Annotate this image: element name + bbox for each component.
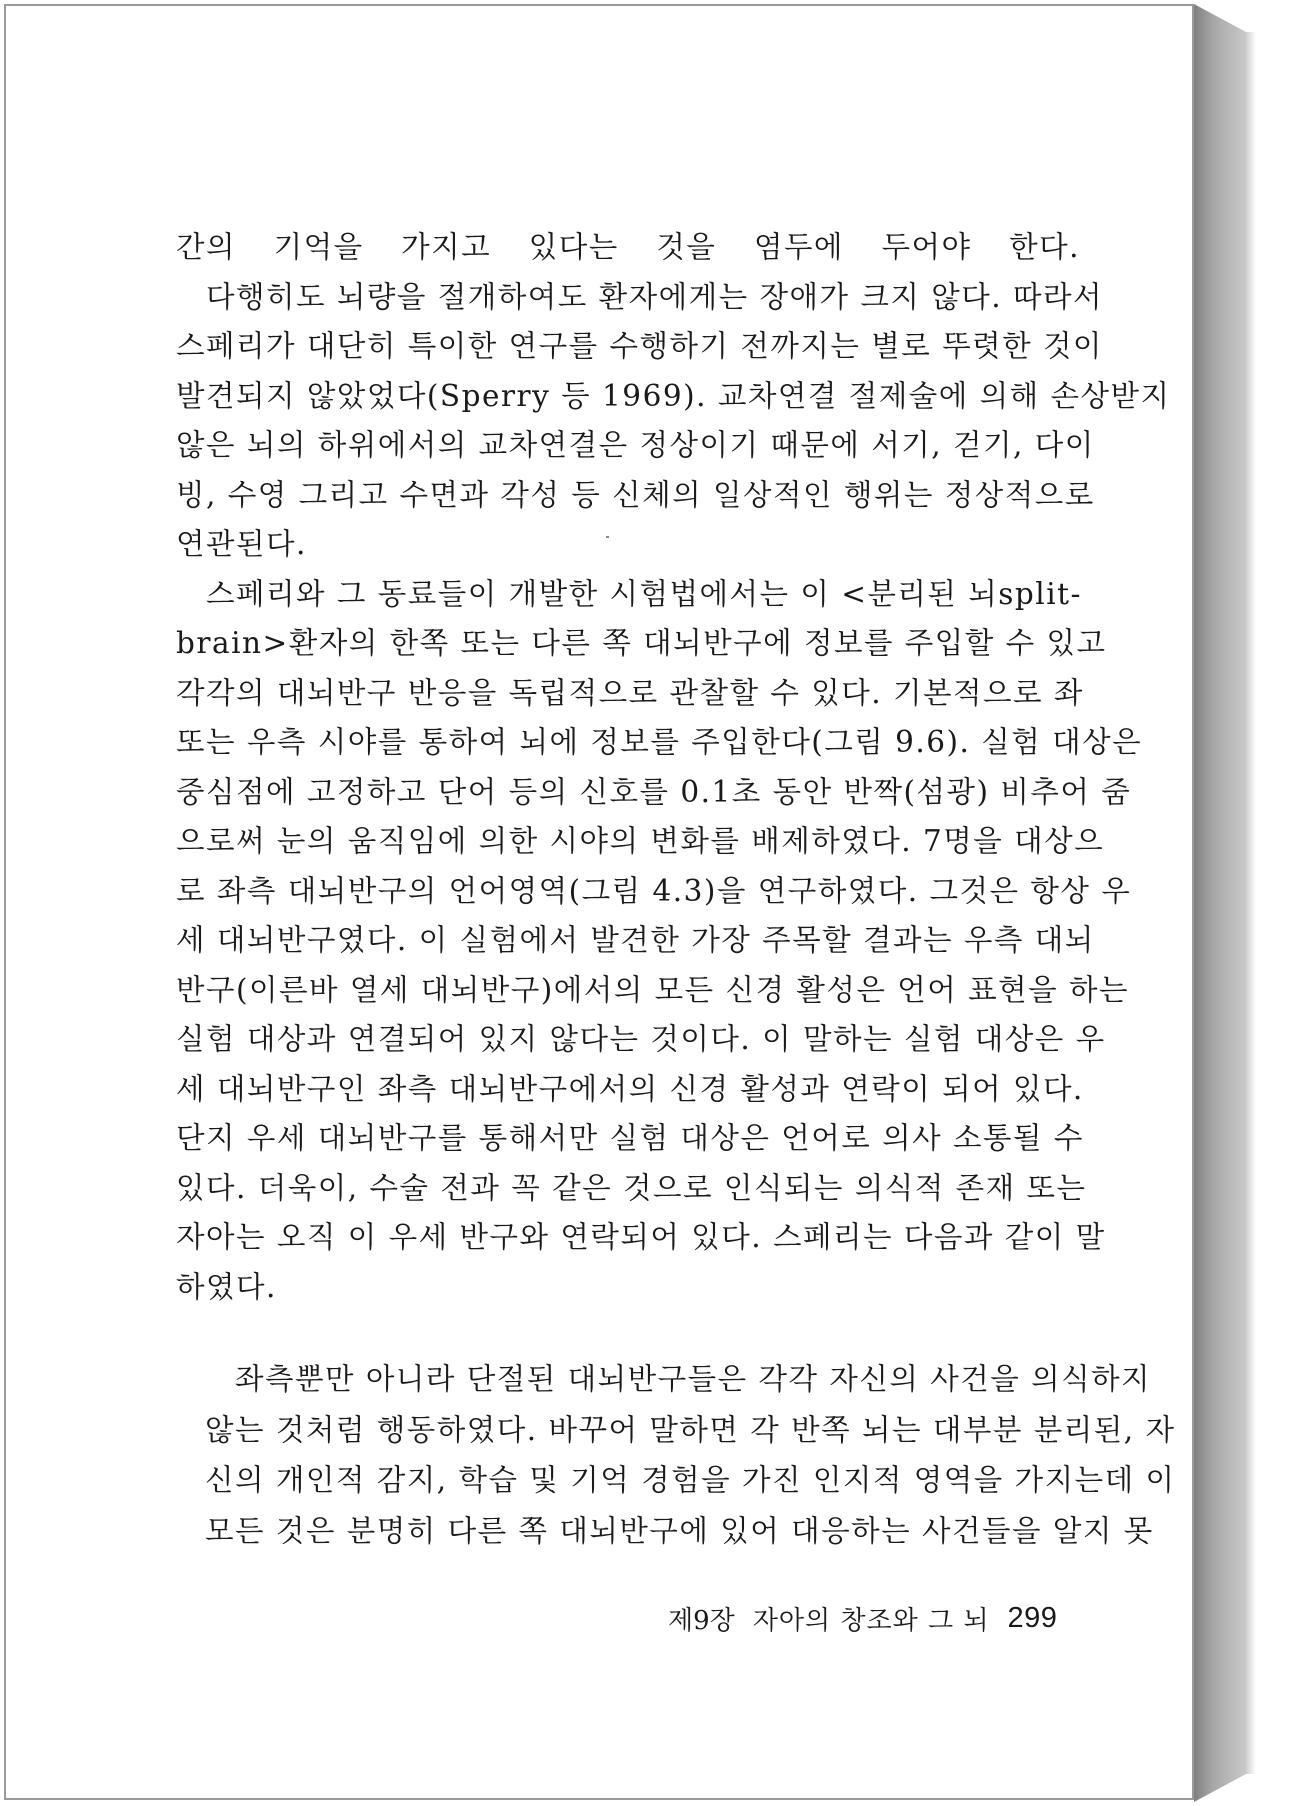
chapter-label: 제9장 [668,1605,735,1636]
body-line: 하였다. [176,1269,277,1304]
body-line: 스페리가 대단히 특이한 연구를 수행하기 전까지는 별로 뚜렷한 것이 [176,329,1103,363]
body-line: brain>환자의 한쪽 또는 다른 쪽 대뇌반구에 정보를 주입할 수 있고 [176,626,1107,660]
body-line: 자아는 오직 이 우세 반구와 연락되어 있다. 스페리는 다음과 같이 말 [176,1220,1106,1254]
body-line: 빙, 수영 그리고 수면과 각성 등 신체의 일상적인 행위는 정상적으로 [176,477,1095,512]
body-line: 않은 뇌의 하위에서의 교차연결은 정상이기 때문에 서기, 걷기, 다이 [176,428,1095,462]
body-line: 각각의 대뇌반구 반응을 독립적으로 관찰할 수 있다. 기본적으로 좌 [176,675,1084,710]
body-line: 단지 우세 대뇌반구를 통해서만 실험 대상은 언어로 의사 소통될 수 [176,1121,1084,1155]
page-number: 299 [1007,1601,1058,1634]
block-quote [205,1354,1176,1556]
body-line: 반구(이른바 열세 대뇌반구)에서의 모든 신경 활성은 언어 표현을 하는 [176,972,1129,1007]
body-line: 간의 기억을 가지고 있다는 것을 염두에 두어야 한다. [176,230,1080,264]
body-line: 실험 대상과 연결되어 있지 않다는 것이다. 이 말하는 실험 대상은 우 [176,1022,1106,1056]
page-edge-shadow [1246,32,1256,1774]
body-line: 또는 우측 시야를 통하여 뇌에 정보를 주입한다(그림 9.6). 실험 대상은 [176,725,1143,759]
body-line: 있다. 더욱이, 수술 전과 꼭 같은 것으로 인식되는 의식적 존재 또는 [176,1170,1087,1205]
body-line: 세 대뇌반구였다. 이 실험에서 발견한 가장 주목할 결과는 우측 대뇌 [176,923,1095,957]
chapter-title: 자아의 창조와 그 뇌 [752,1605,990,1636]
running-footer [668,1598,1058,1638]
quote-line: 않는 것처럼 행동하였다. 바꾸어 말하면 각 반쪽 뇌는 대부분 분리된, 자 [205,1412,1176,1447]
body-line: 연관된다. [176,527,307,561]
body-line: 스페리와 그 동료들이 개발한 시험법에서는 이 <분리된 뇌split- [206,576,1083,611]
body-line: 발견되지 않았었다(Sperry 등 1969). 교차연결 절제술에 의해 손상받지 [176,378,1171,413]
body-line: 로 좌측 대뇌반구의 언어영역(그림 4.3)을 연구하였다. 그것은 항상 우 [176,873,1132,908]
body-line: 다행히도 뇌량을 절개하여도 환자에게는 장애가 크지 않다. 따라서 [206,279,1103,314]
body-line: 세 대뇌반구인 좌측 대뇌반구에서의 신경 활성과 연락이 되어 있다. [176,1071,1084,1106]
body-line: 중심점에 고정하고 단어 등의 신호를 0.1초 동안 반짝(섬광) 비추어 줌 [176,774,1132,809]
body-line: 으로써 눈의 움직임에 의한 시야의 변화를 배제하였다. 7명을 대상으 [176,824,1105,858]
page-edge [1194,4,1246,1802]
quote-line: 신의 개인적 감지, 학습 및 기억 경험을 가진 인지적 영역을 가지는데 이 [205,1463,1176,1497]
quote-line: 좌측뿐만 아니라 단절된 대뇌반구들은 각각 자신의 사건을 의식하지 [235,1362,1152,1396]
quote-line: 모든 것은 분명히 다른 쪽 대뇌반구에 있어 대응하는 사건들을 알지 못 [205,1513,1154,1548]
body-text [176,223,1171,1312]
